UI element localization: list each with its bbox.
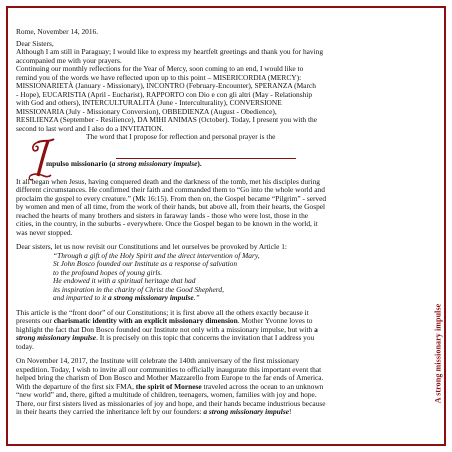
text-span: With the departure of the first six FMA,	[16, 381, 136, 391]
text-span: . It is precisely on this topic that concerns the invitation that I address you	[96, 333, 315, 342]
text-line: RESILIENZA (September - Resilience), DA MIHI ANIMAS (October). Today, I present you with the	[16, 115, 317, 124]
text-line: proclaim the gospel to every creature.” (Mk 16:15). From then on, the Gospel became “Pilgrim” - served	[16, 193, 327, 203]
constitution-quote	[16, 252, 426, 303]
text-line: MISSIONARIETÀ (January - Missionary), INCONTRO (February-Encounter), SPERANZA (March	[16, 81, 316, 90]
quote-line: He endowed it with a spiritual heritage that had	[53, 276, 196, 285]
text-line: by women and men of all time, from the work of their hands, but above all, from their hearts, the Gospel	[16, 202, 326, 211]
bold-span: the spirit of Mornese	[135, 381, 202, 391]
reflections-paragraph	[16, 65, 426, 142]
text-line: The word that I propose for reflection and personal prayer is the	[86, 132, 276, 141]
quote-line: and imparted to it	[53, 293, 109, 302]
text-line: It all began when Jesus, having conquered death and the darkness of the tomb, met his disciples during	[16, 176, 320, 186]
text-line: MISSIONARIA (July - Missionary Conversion), OBBEDIENZA (August - Obedience),	[16, 106, 277, 116]
letter-body	[16, 28, 426, 417]
text-span: presents our	[16, 316, 54, 325]
letter-page	[6, 6, 446, 446]
text-line: Continuing our monthly reflections for the Year of Mercy, soon coming to an end, I would like to	[16, 64, 304, 73]
jesus-paragraph	[16, 178, 426, 238]
quote-line: “Through a gift of the Holy Spirit and the direct intervention of Mary,	[53, 250, 260, 260]
text-line: expedition. Today, I wish to invite all our communities to officially inaugurate this important event that	[16, 364, 322, 374]
title-text	[46, 160, 426, 169]
text-span: . Mother Yvonne loves to	[237, 316, 313, 325]
text-line: This article is the “front door” of our Constitutions; it is first above all the others exactly because it	[16, 307, 309, 317]
text-line: today.	[16, 341, 34, 351]
quote-line: to the profound hopes of young girls.	[53, 267, 163, 277]
bold-italic-span: a strong missionary impulse	[203, 407, 290, 416]
dateline: Rome, November 14, 2016.	[16, 27, 99, 36]
side-label-text: A strong missionary impulse	[433, 303, 443, 403]
article-intro: Dear sisters, let us now revisit our Constitutions and let ourselves be provoked by Article 1:	[16, 242, 287, 251]
bold-span: a	[314, 324, 318, 334]
bold-italic-span: strong missionary impulse	[16, 333, 97, 342]
text-span: !	[289, 407, 292, 416]
intro-line: accompanied me with your prayers.	[16, 55, 122, 65]
text-line: helped bring the charism of Don Bosco and Mother Mazzarello from Europe to the far ends of America.	[16, 373, 324, 382]
text-line: remind you of the words we have reflected upon up to this point – MISERICORDIA (MERCY):	[16, 72, 302, 82]
anniversary-paragraph	[16, 357, 426, 417]
title-main: mpulso missionario (	[46, 158, 112, 168]
text-line: different circumstances. He confirmed their faith and commanded them to “Go into the whole world and	[16, 185, 325, 194]
text-span: highlight the fact that Don Bosco founded our Institute not only with a missionary impulse, but with	[16, 324, 315, 334]
side-label	[431, 258, 445, 448]
greeting: Dear Sisters,	[16, 38, 54, 48]
quote-line: St John Bosco founded our Institute as a response of salvation	[53, 259, 238, 268]
front-door-paragraph	[16, 309, 426, 352]
text-line: was never stopped.	[16, 227, 73, 237]
text-line: - Hope), EUCARISTIA (April - Eucharist), RAPPORTO con Dio e con gli altri (May - Relationship	[16, 89, 313, 99]
quote-bold: a strong missionary impulse	[108, 293, 194, 302]
text-line: reached the hearts of many brothers and sisters in faraway lands - those who were lost, those in the	[16, 210, 309, 220]
text-line: There, our first sisters lived as missionaries of joy and hope, and their hands became industrious because	[16, 398, 326, 408]
highlight-title	[16, 144, 426, 178]
text-span: in their hearts they carried the inheritance left by our founders:	[16, 407, 204, 416]
quote-end: .”	[193, 293, 200, 302]
text-span: traveled across the ocean to an unknown	[201, 381, 324, 391]
text-line: with God and others), INTERCULTURALITÀ (June - Interculturality), CONVERSIONE	[16, 98, 282, 107]
title-italic: a strong missionary impulse	[111, 158, 198, 168]
quote-line: its inspiration in the charity of Christ the Good Shepherd,	[53, 284, 224, 294]
bold-span: charismatic identity with an explicit missionary dimension	[53, 316, 238, 325]
intro-line: Although I am still in Paraguay; I would like to express my heartfelt greetings and thank you for having	[16, 47, 324, 56]
text-line: cities, in the country, in the suburbs - everywhere. Once the Gospel began to be known in the world, it	[16, 219, 318, 228]
title-close: ).	[197, 158, 202, 168]
text-line: On November 14, 2017, the Institute will celebrate the 140th anniversary of the first missionary	[16, 356, 300, 365]
text-line: “new world” and, there, gifted a multitude of children, teenagers, women, families with joy and hope.	[16, 390, 317, 399]
text-line: second to last word and I also do a INVITATION.	[16, 123, 164, 133]
